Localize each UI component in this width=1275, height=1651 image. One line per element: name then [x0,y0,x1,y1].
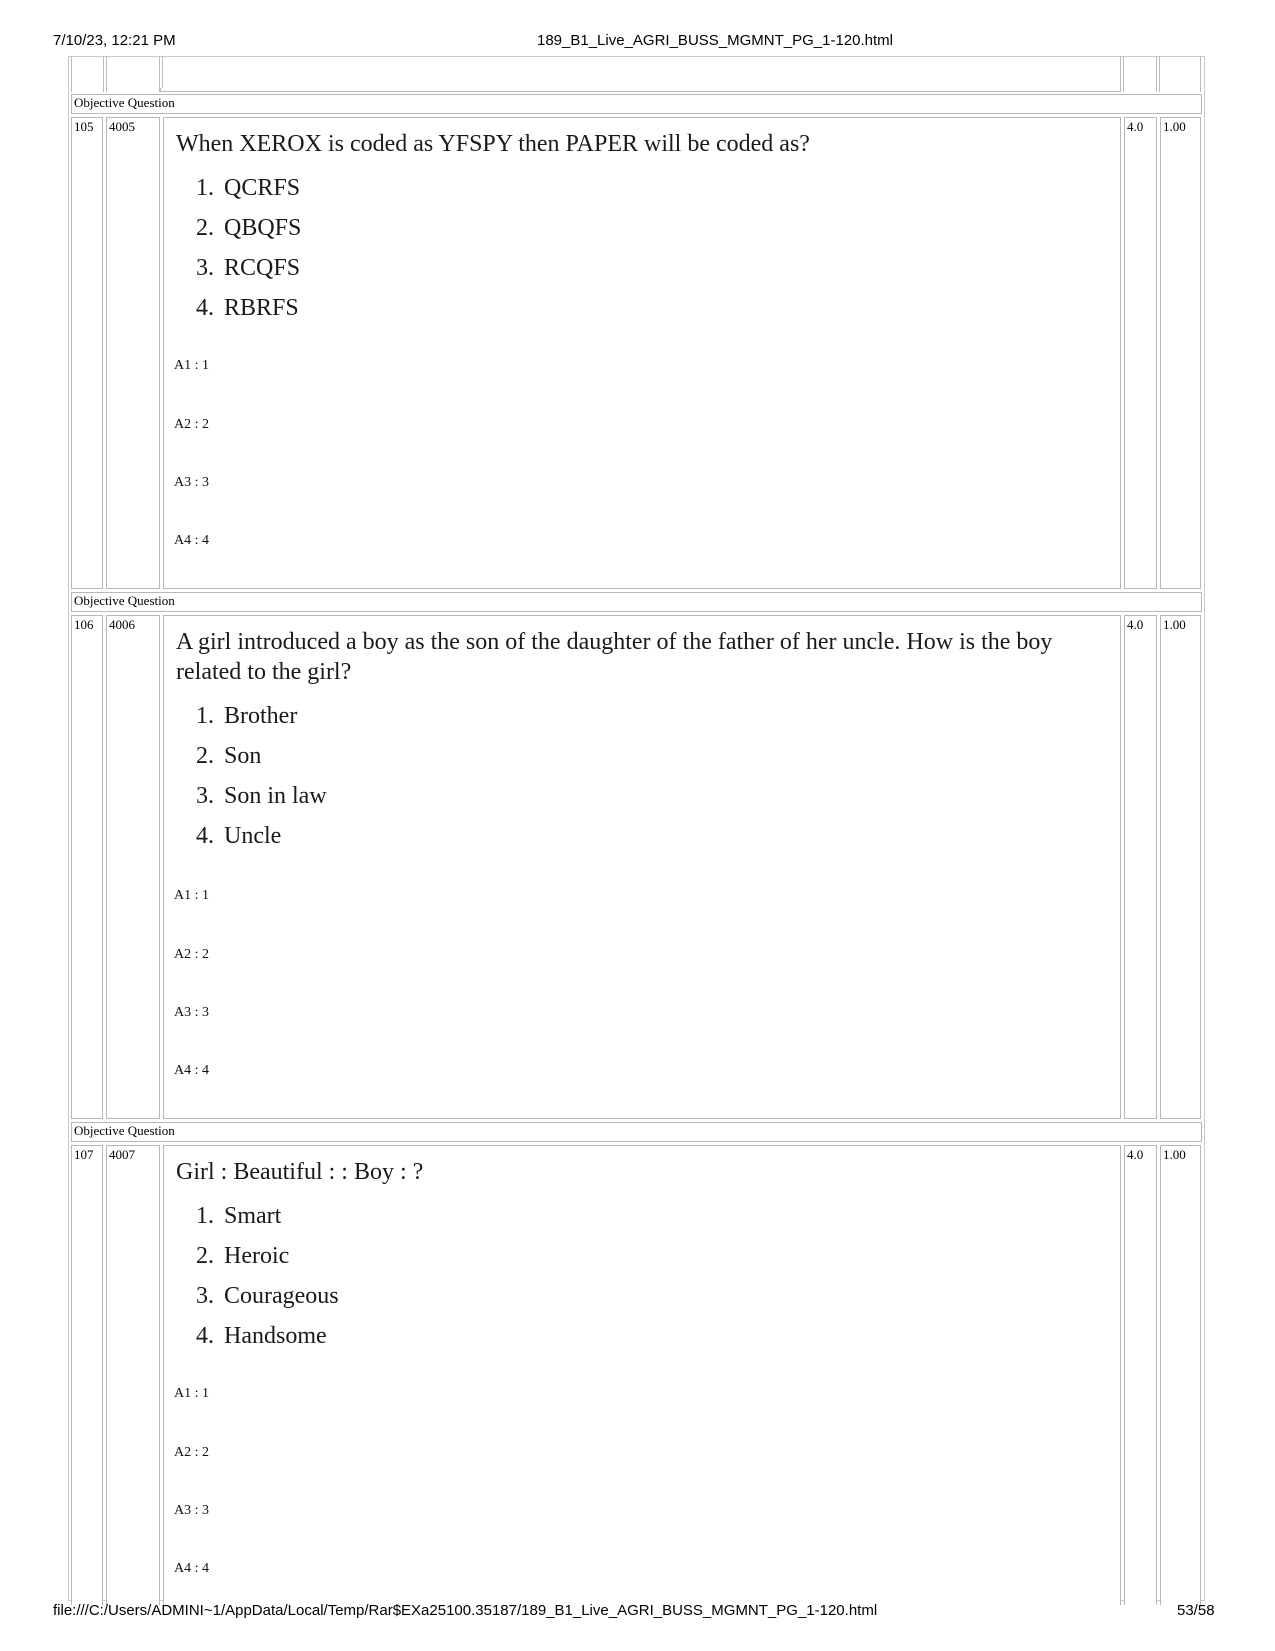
option-item: 3. Courageous [196,1283,339,1309]
question-content [163,1145,1121,1605]
answer-line: A2 : 2 [174,417,209,432]
answer-line: A1 : 1 [174,1386,209,1401]
question-type-label: Objective Question [71,592,1202,612]
question-type-label: Objective Question [71,94,1202,114]
print-title: 189_B1_Live_AGRI_BUSS_MGMNT_PG_1-120.html [537,32,894,49]
question-type-label: Objective Question [71,1122,1202,1142]
answer-line: A3 : 3 [174,475,209,490]
answer-line: A1 : 1 [174,888,209,903]
question-content [163,117,1121,589]
option-item: 2. Son [196,743,262,769]
question-id: 4005 [106,117,160,589]
option-list [180,696,327,856]
question-text: When XEROX is coded as YFSPY then PAPER will be coded as? [176,131,810,157]
question-text: A girl introduced a boy as the son of the daughter of the father of her uncle. How is the boy related to the girl? [176,629,1053,685]
print-page-number: 53/58 [1177,1602,1215,1619]
option-item: 4. Handsome [196,1323,327,1349]
print-datetime: 7/10/23, 12:21 PM [53,32,176,49]
question-serial: 106 [71,615,103,1119]
option-item: 4. Uncle [196,823,282,849]
option-item: 1. Brother [196,703,298,729]
answer-line: A3 : 3 [174,1005,209,1020]
option-list [180,1196,339,1356]
answer-line: A2 : 2 [174,947,209,962]
option-item: 2. Heroic [196,1243,290,1269]
option-item: 4. RBRFS [196,295,299,321]
option-item: 2. QBQFS [196,215,302,241]
print-file-path: file:///C:/Users/ADMINI~1/AppData/Local/Temp/Rar$EXa25100.35187/189_B1_Live_AGRI_BUSS_MGMNT_PG_1-120.html [53,1602,878,1619]
option-item: 1. Smart [196,1203,282,1229]
option-item: 3. Son in law [196,783,327,809]
question-text: Girl : Beautiful : : Boy : ? [176,1159,424,1185]
question-content [163,615,1121,1119]
question-serial: 107 [71,1145,103,1605]
question-serial: 105 [71,117,103,589]
answer-line: A4 : 4 [174,533,209,548]
marks-cell: 4.0 [1124,615,1157,1119]
negative-marks-cell: 1.00 [1160,117,1201,589]
answer-line: A3 : 3 [174,1503,209,1518]
answer-line: A4 : 4 [174,1561,209,1576]
option-item: 1. QCRFS [196,175,301,201]
marks-cell: 4.0 [1124,117,1157,589]
answer-line: A1 : 1 [174,358,209,373]
option-list [180,168,301,328]
negative-marks-cell: 1.00 [1160,1145,1201,1605]
marks-cell: 4.0 [1124,1145,1157,1605]
answer-line: A4 : 4 [174,1063,209,1078]
answer-line: A2 : 2 [174,1445,209,1460]
option-item: 3. RCQFS [196,255,301,281]
question-id: 4006 [106,615,160,1119]
question-id: 4007 [106,1145,160,1605]
negative-marks-cell: 1.00 [1160,615,1201,1119]
